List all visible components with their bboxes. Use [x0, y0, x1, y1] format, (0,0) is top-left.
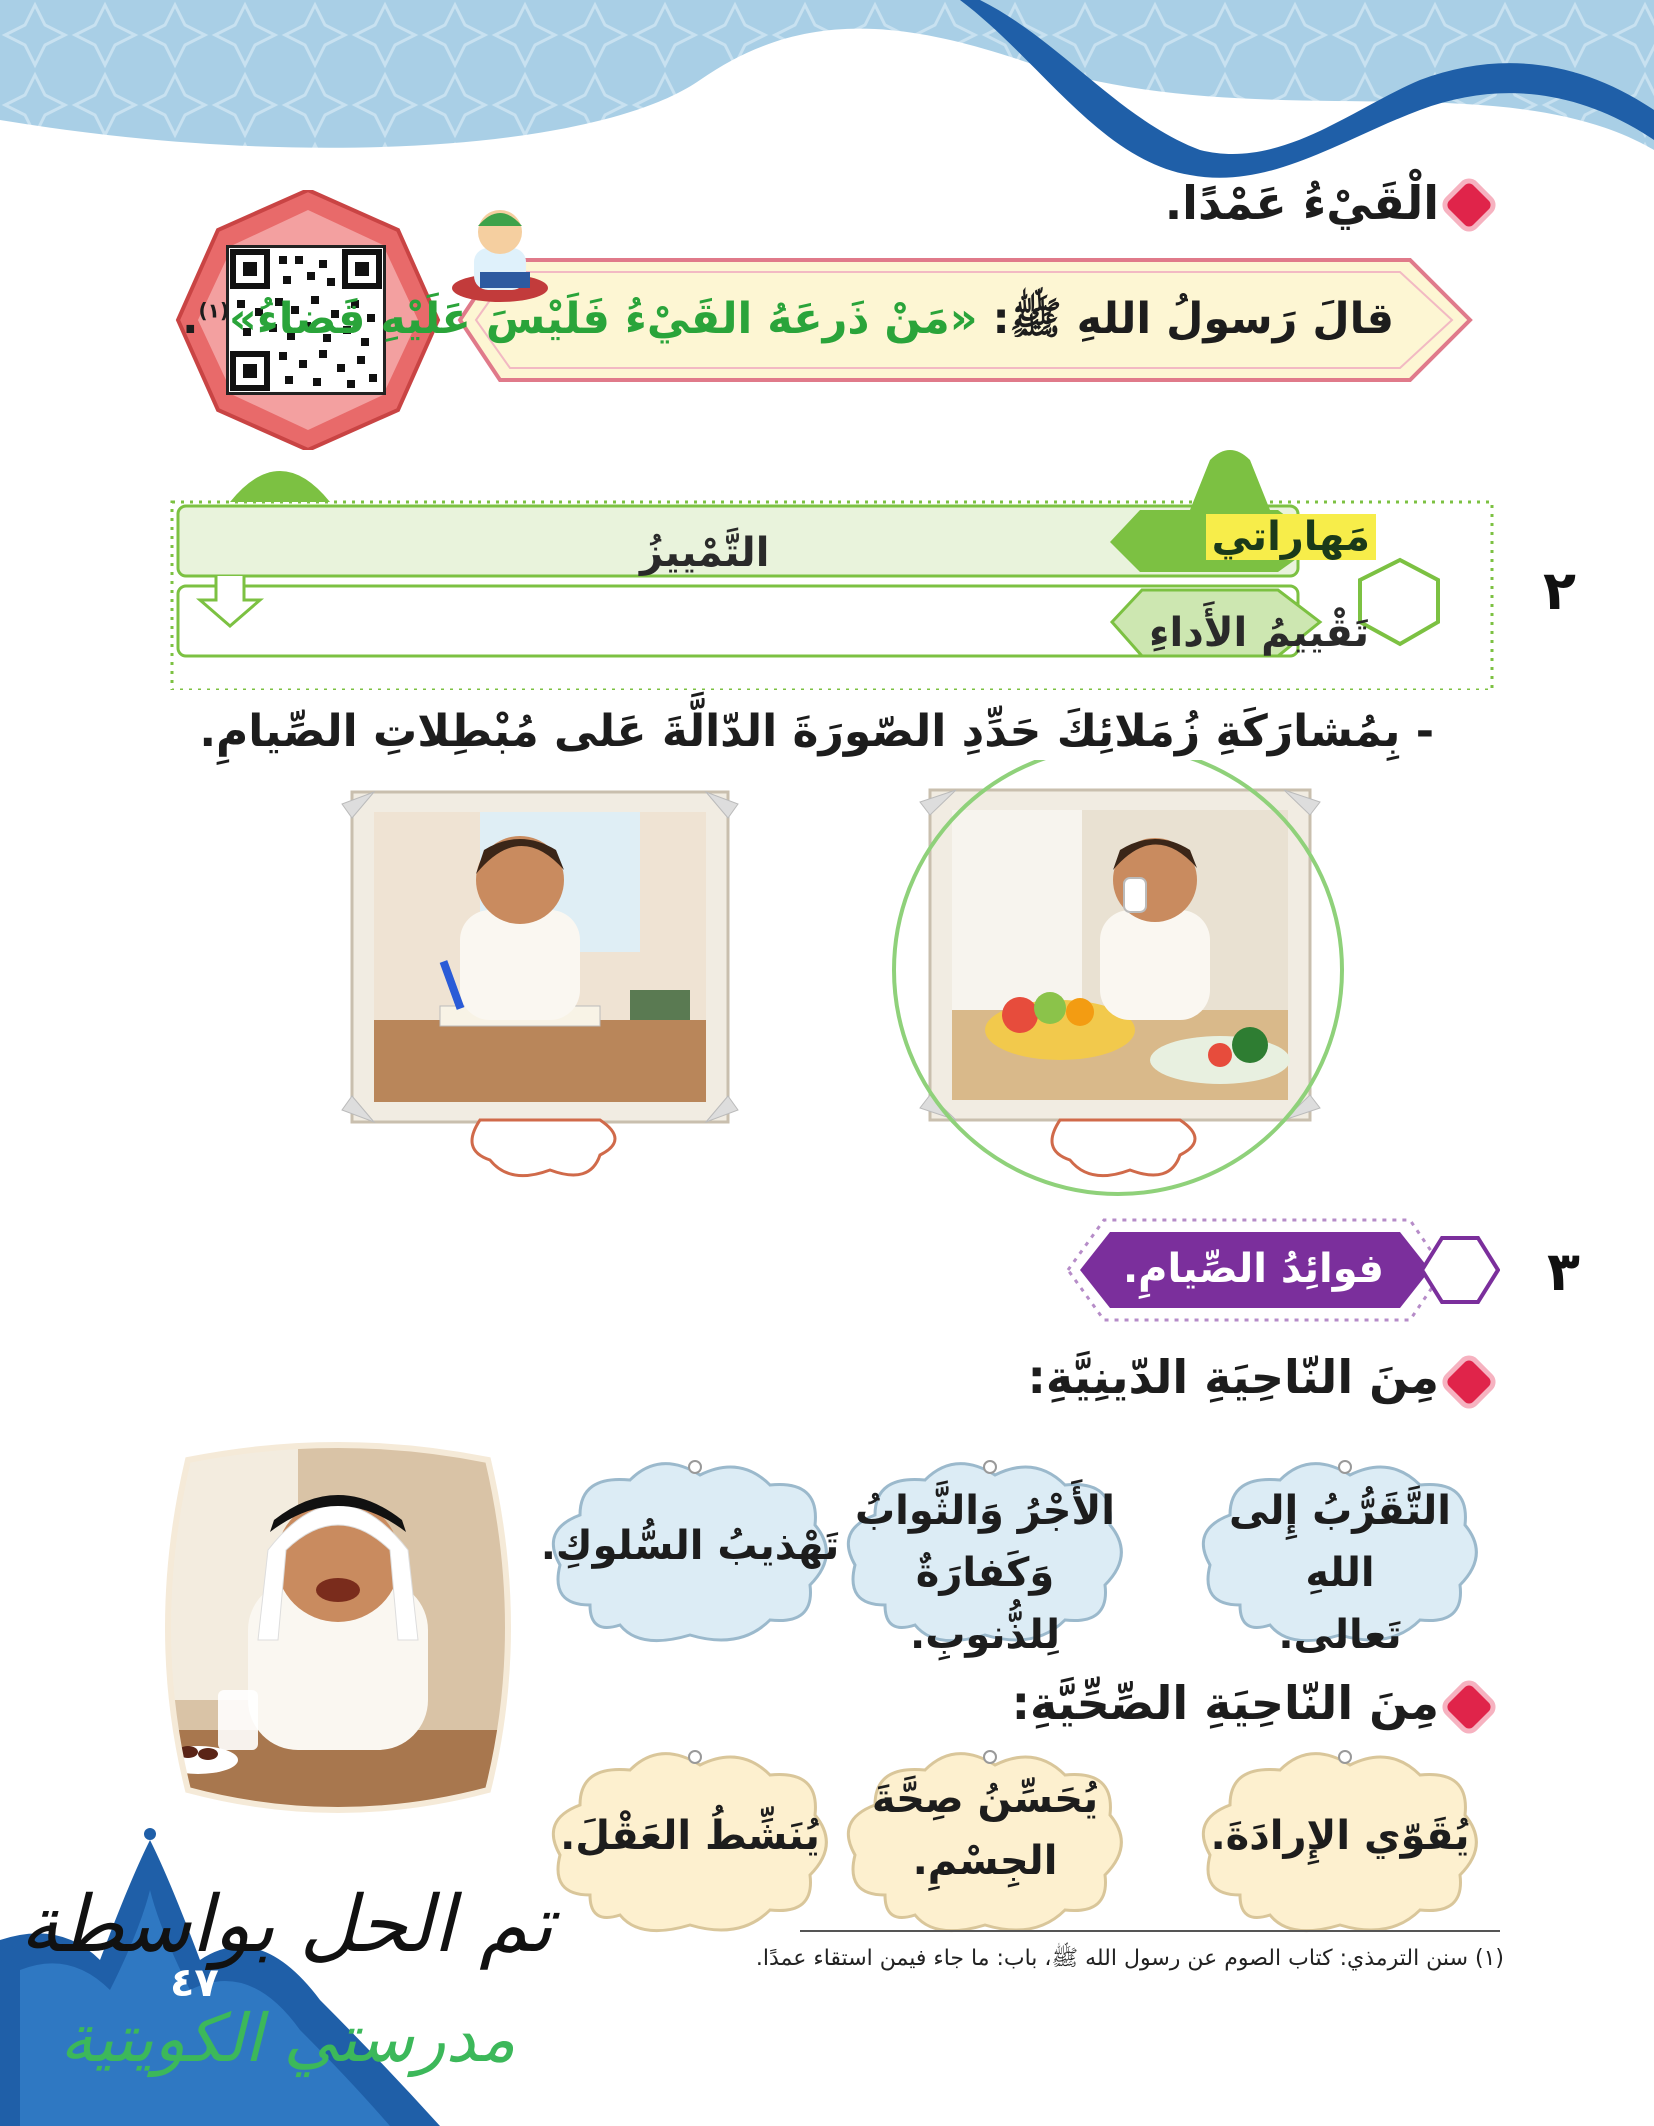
hadith-text: [182, 292, 1394, 355]
instruction-text: - بِمُشارَكَةِ زُمَلائِكَ حَدِّدِ الصّورَةَ الدّالَّةَ عَلى مُبْطِلاتِ الصِّيامِ.: [199, 706, 1434, 757]
page-number: ٤٧: [170, 1960, 219, 2006]
hadith-intro: قالَ رَسولُ اللهِ ﷺ:: [977, 294, 1394, 344]
health-item-2: يُحَسِّنُ صِحَّةَ الجِسْمِ.: [871, 1776, 1099, 1884]
evaluation-label: تَقْييمُ الأَداءِ: [1149, 610, 1369, 656]
hadith-period: .: [182, 294, 199, 344]
skill-name: التَّمْييزُ: [640, 530, 770, 576]
bullet-icon: [1445, 1683, 1493, 1731]
religious-item-2: الأَجْرُ وَالثَّوابُ وَكَفارَةٌ لِلذُّنوبِ.: [854, 1488, 1116, 1658]
mosque-corner-decoration: [0, 1820, 440, 2126]
footnote: (١) سنن الترمذي: كتاب الصوم عن رسول الله ﷺ، باب: ما جاء فيمن استقاء عمدًا.: [755, 1946, 1504, 1971]
hadith-quote: «مَنْ ذَرعَهُ القَيْءُ فَلَيْسَ عَلَيْهِ قَضاءُ»: [228, 294, 978, 344]
section3-title: فوائِدُ الصِّيامِ.: [1122, 1246, 1384, 1292]
bullet-icon: [1445, 1358, 1493, 1406]
photo-boy-drinking[interactable]: [890, 760, 1350, 1200]
watermark-subtext: مدرستي الكويتية: [60, 2000, 516, 2077]
health-item-3: يُنَشِّطُ العَقْلَ.: [560, 1813, 820, 1859]
skills-number: ٢: [1543, 559, 1576, 622]
hadith-ref: (١): [198, 298, 229, 323]
health-heading: مِنَ النّاحِيَةِ الصِّحِّيَّةِ:: [1011, 1676, 1439, 1730]
religious-heading: مِنَ النّاحِيَةِ الدّينِيَّةِ:: [1027, 1350, 1439, 1404]
section3-number: ٣: [1547, 1240, 1580, 1303]
religious-item-3: تَهْذيبُ السُّلوكِ.: [540, 1523, 840, 1569]
photo-boy-studying[interactable]: [330, 770, 750, 1190]
vomiting-heading: الْقَيْءُ عَمْدًا.: [1164, 176, 1439, 230]
health-item-1: يُقَوّي الإِرادَةَ.: [1210, 1813, 1470, 1859]
boy-reading-illustration: [440, 190, 560, 305]
watermark-text: تم الحل بواسطة: [20, 1880, 553, 1970]
skills-label: مَهاراتي: [1206, 514, 1376, 560]
footnote-divider: [800, 1930, 1500, 1932]
header-banner: [0, 0, 1654, 190]
boy-eating-dates-illustration: [158, 1440, 518, 1820]
religious-item-1: التَّقَرُّبُ إِلى اللهِ تَعالى.: [1228, 1488, 1452, 1658]
